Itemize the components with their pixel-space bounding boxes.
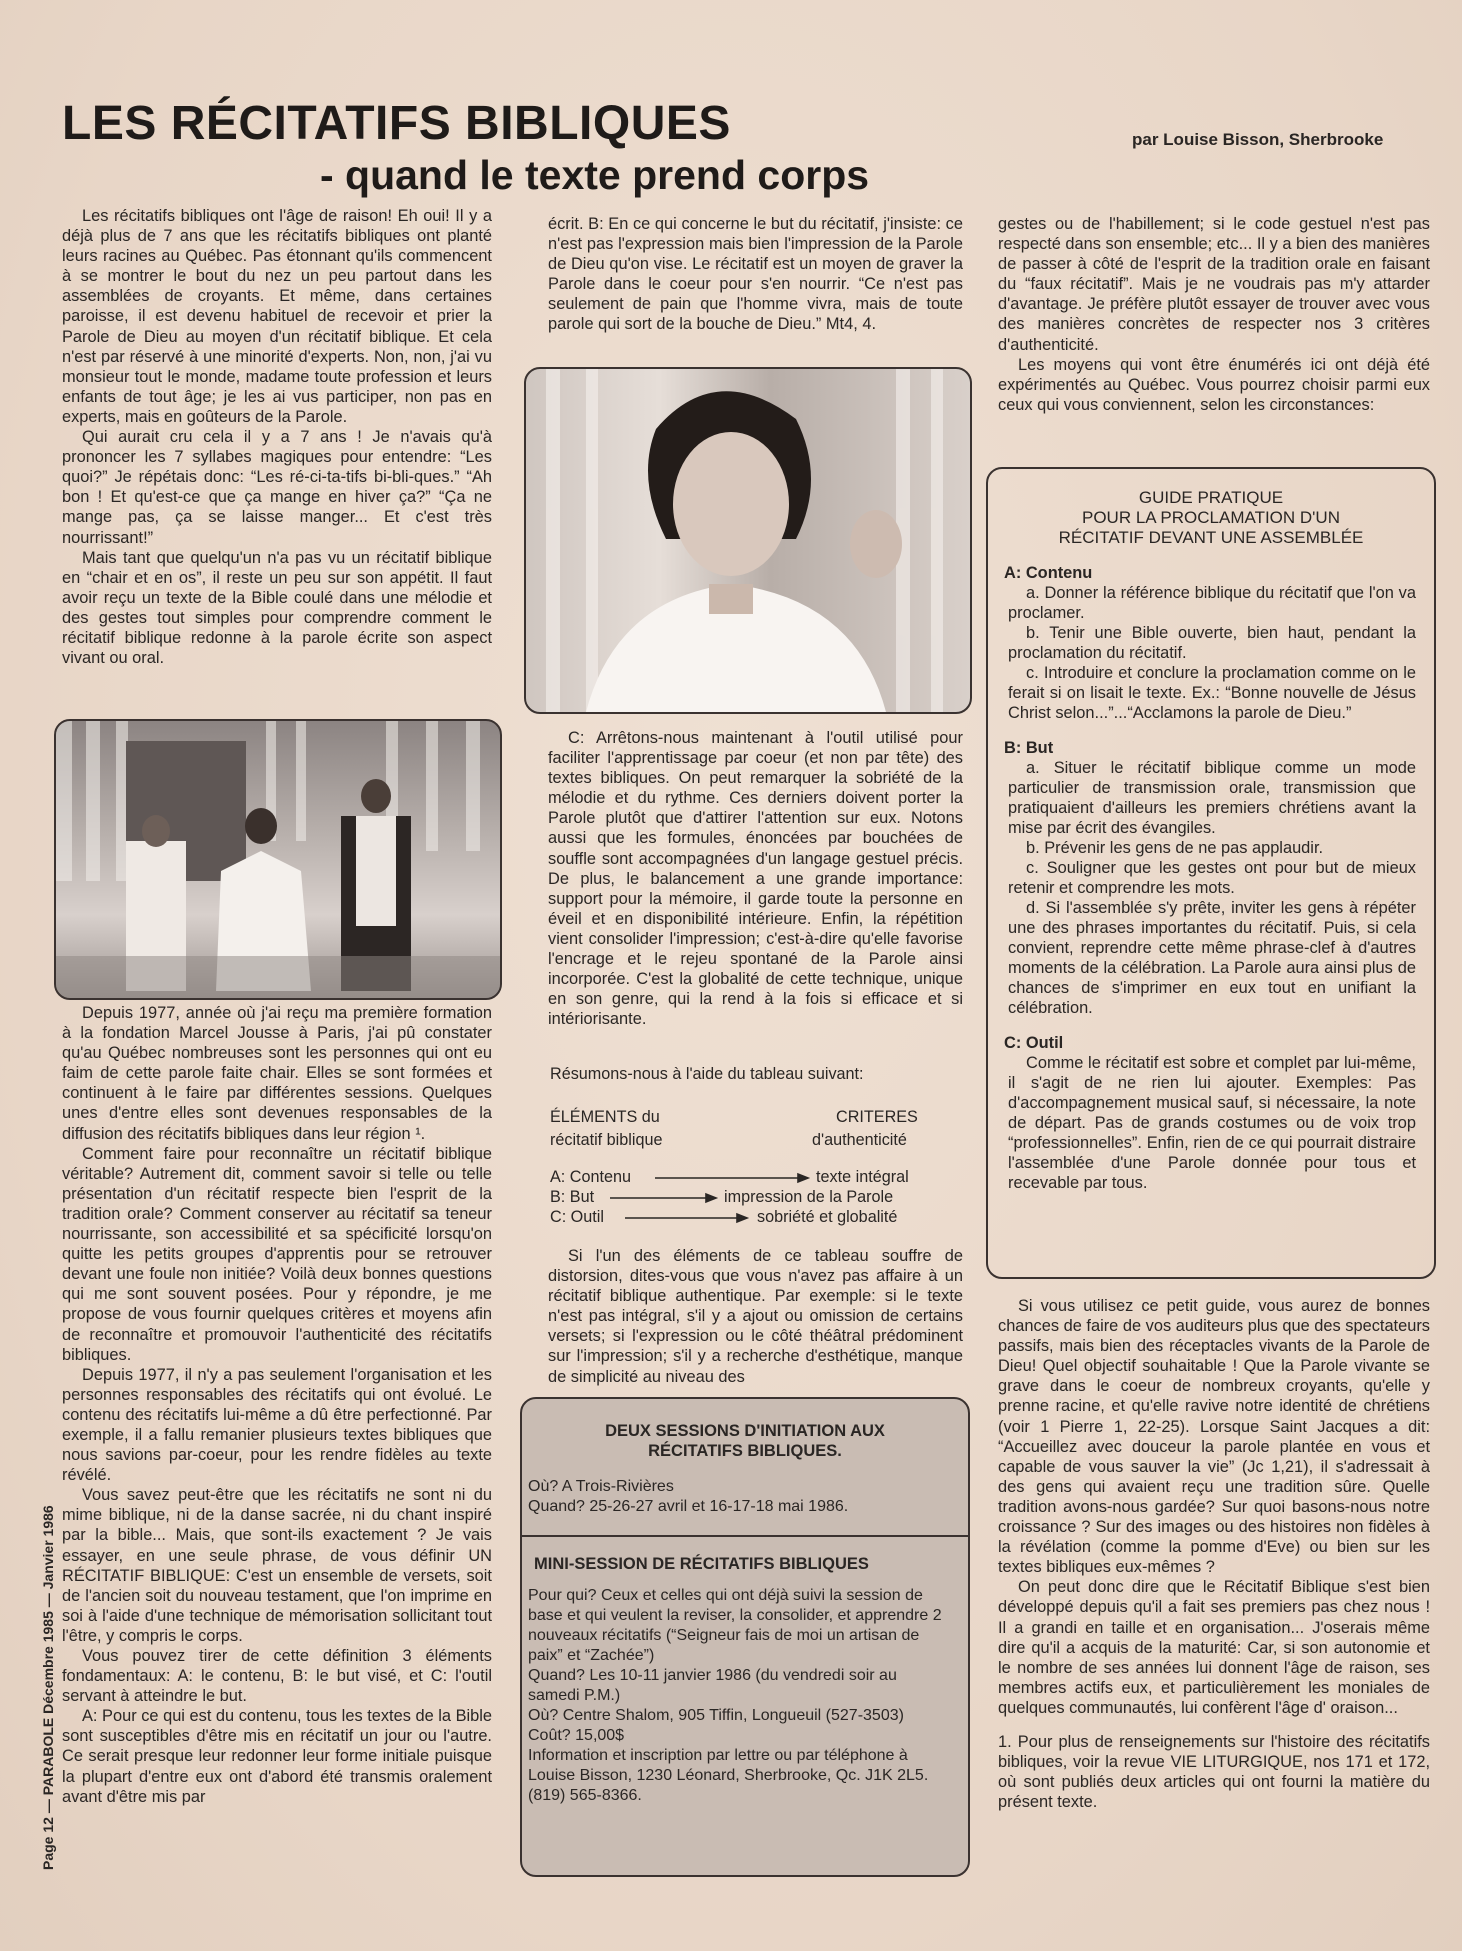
arrow-icon: [798, 1174, 808, 1182]
paragraph: Qui aurait cru cela il y a 7 ans ! Je n'avais qu'à prononcer les 7 syllabes magiques pour entendre: “Les quoi?” Je répétais donc: “Les ré-ci-ta-tifs bi-bli-ques.” “Ah bon ! Et qu'est-ce que ça mange en hiver ça?” “Ça ne mange pas, ça se laisse manger... Et c'est très nourrissant!”: [62, 428, 492, 547]
arrow-icon: [706, 1194, 716, 1202]
table-row-left: B: But: [550, 1188, 595, 1206]
table-row-right: texte intégral: [816, 1168, 909, 1186]
paragraph: gestes ou de l'habillement; si le code gestuel n'est pas respecté dans son ensemble; etc... Il y a bien des manières de passer à côté de l'esprit de la tradition orale en faisant du “faux récitatif”. Mais je ne voudrais pas m'y attarder d'avantage. Je préfère plutôt essayer de trouver avec vous des manières concrètes de respecter nos 3 critères d'authenticité.: [998, 215, 1430, 354]
mini-session-line: Coût? 15,00$: [528, 1727, 625, 1744]
paragraph: A: Pour ce qui est du contenu, tous les textes de la Bible sont susceptibles d'être mis en récitatif un jour ou l'autre. Ce serait presque leur redonner leur forme initiale puisque la plupart d'entre eux ont d'abord été transmis oralement avant d'être mis par: [62, 1707, 493, 1806]
table-row-right: impression de la Parole: [724, 1188, 894, 1206]
footnote: 1. Pour plus de renseignements sur l'histoire des récitatifs bibliques, voir la revue VIE LITURGIQUE, nos 171 et 172, où sont publiés deux articles qui ont fourni la matière du présent texte.: [998, 1732, 1430, 1812]
guide-item: b. Tenir une Bible ouverte, bien haut, pendant la proclamation du récitatif.: [1008, 624, 1416, 662]
paragraph: Vous savez peut-être que les récitatifs ne sont ni du mime biblique, ni de la danse sacrée, ni du chant inspiré par la bible... Mais, que sont-ils exactement ? Je vais essayer, en une seule phrase, de vous définir UN RÉCITATIF BIBLIQUE: C'est un ensemble de versets, soit de l'ancien soit du nouveau testament, que l'on imprime en soi à l'aide d'une technique de mémorisation sollicitant tout l'être, y compris le corps.: [62, 1486, 492, 1645]
divider: [522, 1535, 968, 1537]
paragraph: Si l'un des éléments de ce tableau souffre de distorsion, dites-vous que vous n'avez pas affaire à un récitatif biblique authentique. Par exemple: si le texte n'est pas intégral, s'il y a ajout ou omission de certains versets; si l'expression ou le côté théâtral prédominent sur l'impression; s'il y a recherche d'esthétique, manque de simplicité au niveau des: [548, 1247, 963, 1386]
paragraph: On peut donc dire que le Récitatif Biblique s'est bien développé depuis qu'il a fait ses premiers pas chez nous ! Il a grandi en taille et en organisation... J'oserais même dire qu'il a acquis de la maturité: Car, si son autonomie et le nombre de ses années lui donnent l'âge de raison, ses membres actifs eux, et particulièrement les moniales de quelques communautés, lui confèrent l'âge d' oraison...: [998, 1578, 1430, 1717]
guide-item: Comme le récitatif est sobre et complet par lui-même, il s'agit de ne rien lui ajouter. Exemples: Pas d'accompagnement musical sauf, si nécessaire, la note de départ. Pas de grands costumes ou de voix trop “professionnelles”. Enfin, rien de ce qui pourrait distraire l'assemblée d'une Parole donnée pour tous et recevable par tous.: [1008, 1054, 1416, 1192]
table-row-left: C: Outil: [550, 1208, 604, 1226]
guide-section-heading: C: Outil: [1004, 1034, 1064, 1052]
table-right-header-2: d'authenticité: [812, 1131, 907, 1149]
mini-session-line: Information et inscription par lettre ou par téléphone à Louise Bisson, 1230 Léonard, Sherbrooke, Qc. J1K 2L5. (819) 565-8366.: [528, 1747, 929, 1804]
paragraph: Comment faire pour reconnaître un récitatif biblique véritable? Autrement dit, comment savoir si telle ou telle présentation d'un récitatif respecte bien l'esprit de la tradition orale? Comment conserver au récitatif sa teneur nourrissante, son accessibilité et sa spécificité lorsqu'on quitte les petits groupes d'apprentis pour se retrouver devant une foule non initiée? Voilà deux bonnes questions qui me sont souvent posées. Pour y répondre, je me propose de vous fournir quelques critères et moyens afin de reconnaître et promouvoir l'authenticité des récitatifs bibliques.: [62, 1144, 492, 1364]
guide-item: c. Souligner que les gestes ont pour but de mieux retenir et comprendre les mots.: [1008, 859, 1416, 897]
guide-item: c. Introduire et conclure la proclamation comme on le ferait si on lisait le texte. Ex.: “Bonne nouvelle de Jésus Christ selon...”...“Acclamons la parole de Dieu.”: [1008, 664, 1416, 722]
byline: par Louise Bisson, Sherbrooke: [1132, 130, 1384, 149]
page-footer-vertical: Page 12 — PARABOLE Décembre 1985 — Janvier 1986: [40, 1505, 56, 1870]
column-3-top: [998, 214, 1430, 415]
sessions-heading: DEUX SESSIONS D'INITIATION AUX RÉCITATIFS BIBLIQUES.: [605, 1422, 885, 1460]
paragraph: Vous pouvez tirer de cette définition 3 éléments fondamentaux: A: le contenu, B: le but visé, et C: l'outil servant à atteindre le but.: [62, 1647, 492, 1706]
guide-title: GUIDE PRATIQUE POUR LA PROCLAMATION D'UN RÉCITATIF DEVANT UNE ASSEMBLÉE: [1058, 488, 1364, 547]
paragraph: Les moyens qui vont être énumérés ici ont déjà été expérimentés au Québec. Vous pourrez choisir parmi eux ceux qui vous conviennent, selon les circonstances:: [998, 355, 1430, 414]
article-subtitle: - quand le texte prend corps: [320, 152, 870, 198]
guide-section-heading: B: But: [1004, 739, 1054, 757]
mini-session-line: Quand? Les 10-11 janvier 1986 (du vendredi soir au samedi P.M.): [528, 1667, 897, 1704]
paragraph: Si vous utilisez ce petit guide, vous aurez de bonnes chances de faire de vos auditeurs plus que des spectateurs passifs, mais bien des réceptacles vivants de la Parole de Dieu! Quel objectif souhaitable ! Que la Parole vivante se grave dans le coeur de nombreux croyants, qu'elle y prenne racine, et qu'elle ravive notre identité de chrétiens (voir 1 Pierre 1, 22-25). Lorsque Saint Jacques a dit: “Accueillez avec douceur la parole plantée en vous et capable de vous sauver la vie” (Jc 1,21), il s'adressait à des gens qui avaient reçu une tradition sûre. Quelle tradition avons-nous gardée? Sur quoi basons-nous notre croissance ? Sur des images ou des histoires non fidèles à la révélation (comme la pomme d'Eve) ou bien sur les textes bibliques eux-mêmes ?: [998, 1297, 1430, 1577]
table-left-header-1: ÉLÉMENTS du: [550, 1108, 660, 1126]
article-title: LES RÉCITATIFS BIBLIQUES: [62, 97, 731, 150]
paragraph: écrit. B: En ce qui concerne le but du récitatif, j'insiste: ce n'est pas l'expression mais bien l'impression de la Parole de Dieu qu'on vise. Le récitatif est un moyen de graver la Parole dans le coeur pour s'en nourrir. “Ce n'est pas seulement de pain que l'homme vivra, mais de toute parole qui sort de la bouche de Dieu.” Mt4, 4.: [548, 215, 963, 334]
guide-item: d. Si l'assemblée s'y prête, inviter les gens à répéter une des phrases importantes du récitatif. Puis, si cela convient, reprendre cette même phrase-clef à d'autres moments de la célébration. La Parole aura ainsi plus de chances de s'imprimer en eux tout en unifiant la célébration.: [1008, 899, 1416, 1017]
practical-guide-box: [986, 467, 1436, 1279]
sessions-box: [520, 1397, 970, 1877]
guide-item: a. Situer le récitatif biblique comme un mode particulier de transmission orale, transmission que pratiquaient d'ailleurs les premiers chrétiens avant la mise par écrit des évangiles.: [1008, 759, 1416, 837]
table-intro: Résumons-nous à l'aide du tableau suivant:: [550, 1065, 864, 1083]
paragraph: Les récitatifs bibliques ont l'âge de raison! Eh oui! Il y a déjà plus de 7 ans que les récitatifs bibliques ont planté leurs racines au Québec. Pas étonnant qu'ils commencent à se montrer le bout du nez un peu partout dans les assemblées de croyants. Et même, dans certaines paroisse, il est devenu habituel de recevoir et prier la Parole de Dieu au moyen d'un récitatif biblique. Et cela n'est par réservé à une minorité d'experts. Non, non, j'ai vu monsieur tout le monde, madame toute profession et leurs enfants de tout âge; je les ai vus participer, non pas en experts, mais en goûteurs de la Parole.: [62, 207, 492, 426]
arrow-icon: [737, 1214, 747, 1222]
guide-section-heading: A: Contenu: [1004, 564, 1093, 582]
mini-session-line: Pour qui? Ceux et celles qui ont déjà suivi la session de base et qui veulent la reviser, la consolider, et apprendre 2 nouveaux récitatifs (“Seigneur fais de moi un artisan de paix” et “Zachée”): [528, 1587, 942, 1664]
guide-item: b. Prévenir les gens de ne pas applaudir.: [1026, 839, 1324, 857]
paragraph: C: Arrêtons-nous maintenant à l'outil utilisé pour faciliter l'apprentissage par coeur (et non par tête) des textes bibliques. On peut remarquer la sobriété de la mélodie et du rythme. Ces derniers doivent porter la Parole plutôt que d'attirer l'attention sur eux. Notons aussi que les formules, énoncées par bouchées de souffle sont accompagnées d'un langage gestuel précis. De plus, le balancement a une grande importance: support pour la mémoire, il garde toute la personne en éveil et en disponibilité intérieure. Enfin, la répétition vient consolider l'impression; c'est-à-dire qu'elle favorise l'encrage et le rejeu spontané de la Parole ainsi incorporée. C'est la globalité de cette technique, unique en son genre, qui la rend à la fois si efficace et si intériorisante.: [548, 729, 963, 1029]
guide-item: a. Donner la référence biblique du récitatif que l'on va proclamer.: [1008, 584, 1416, 622]
mini-session-line: Où? Centre Shalom, 905 Tiffin, Longueuil (527-3503): [528, 1707, 904, 1724]
mini-session-heading: MINI-SESSION DE RÉCITATIFS BIBLIQUES: [534, 1555, 869, 1573]
column-3-bottom: [998, 1296, 1430, 1812]
paragraph: Mais tant que quelqu'un n'a pas vu un récitatif biblique en “chair et en os”, il reste un peu sur son appétit. Il faut avoir reçu un texte de la Bible coulé dans une mélodie et des gestes tout simples pour comprendre comment le récitatif biblique redonne à la parole écrite son aspect vivant ou oral.: [62, 548, 492, 668]
column-2-bottom: [548, 1246, 963, 1387]
sessions-when: Quand? 25-26-27 avril et 16-17-18 mai 1986.: [528, 1498, 849, 1515]
table-row-left: A: Contenu: [550, 1168, 631, 1186]
paragraph: Depuis 1977, il n'y a pas seulement l'organisation et les personnes responsables des récitatifs qui ont évolué. Le contenu des récitatifs lui-même a dû être perfectionné. Par exemple, il a fallu remanier plusieurs textes bibliques que nous savions par-coeur, pour les rendre fidèles au texte révélé.: [62, 1365, 492, 1485]
table-right-header-1: CRITERES: [836, 1108, 918, 1126]
sessions-where: Où? A Trois-Rivières: [528, 1478, 674, 1495]
table-left-header-2: récitatif biblique: [550, 1131, 663, 1149]
paragraph: Depuis 1977, année où j'ai reçu ma première formation à la fondation Marcel Jousse à Paris, j'ai pû constater qu'au Québec nombreuses sont les personnes qui ont eu faim de cette parole faite chair. Elles se sont formées et continuent à le faire par différentes sessions. Quelques unes d'entre elles sont devenues responsables de la diffusion des récitatifs bibliques dans leur région ¹.: [62, 1004, 492, 1143]
table-row-right: sobriété et globalité: [757, 1208, 898, 1226]
